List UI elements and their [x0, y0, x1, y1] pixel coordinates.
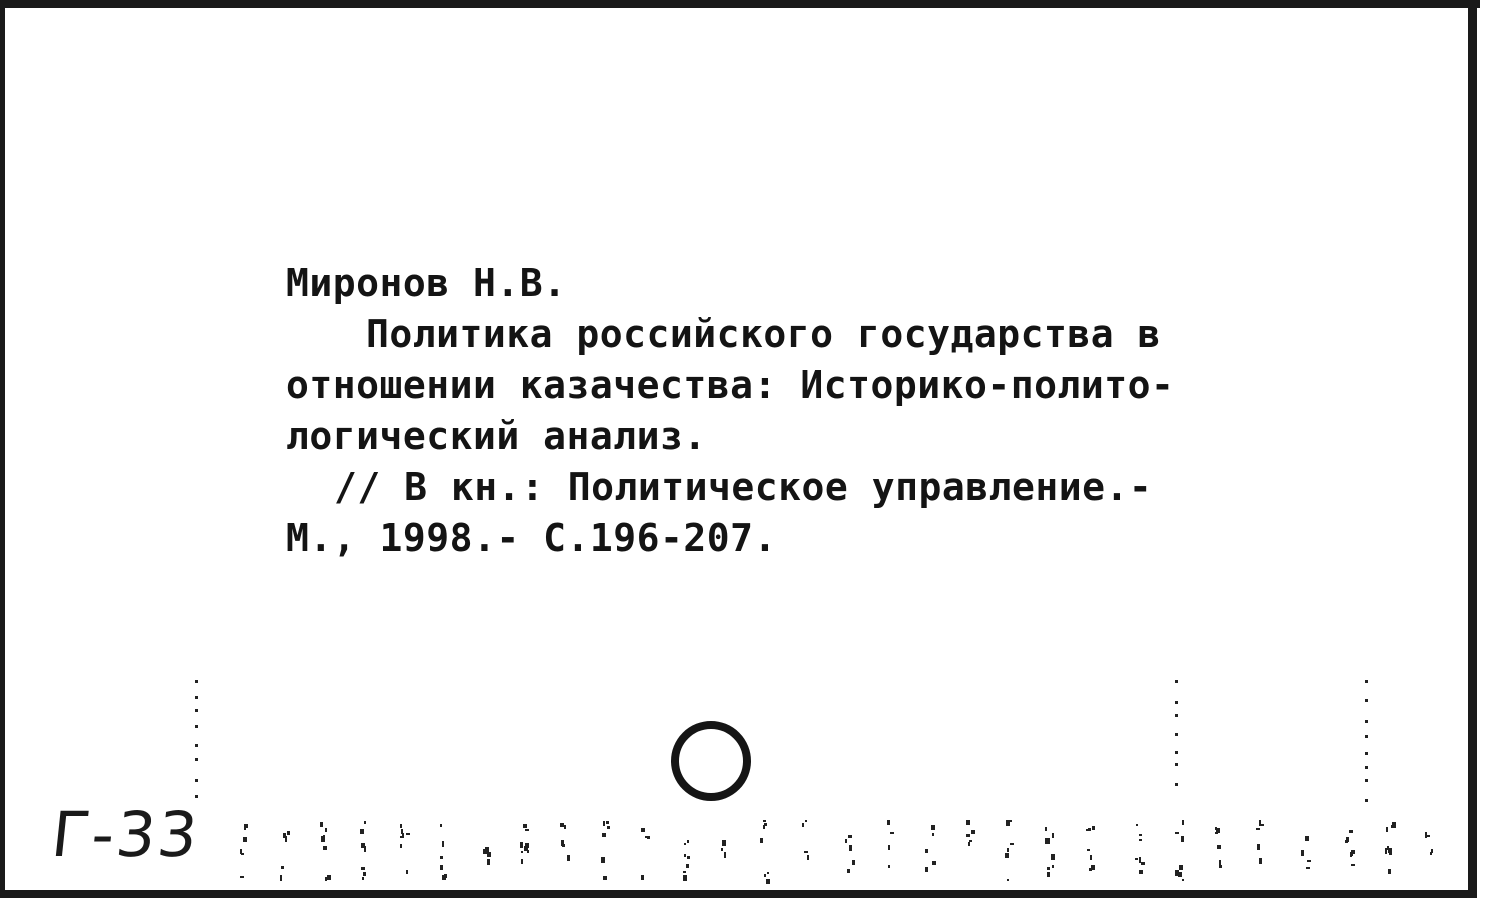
notch-speck	[971, 830, 975, 834]
notch-speck	[766, 879, 770, 884]
notch-speck	[684, 854, 686, 857]
notch-speck	[807, 855, 809, 860]
notch-speck	[1385, 848, 1387, 854]
notch-speck	[1350, 852, 1352, 857]
notch-speck	[280, 875, 282, 881]
notch-speck	[760, 838, 763, 843]
notch-speck	[527, 850, 529, 853]
notch-speck	[888, 865, 890, 868]
notch-speck	[521, 859, 523, 864]
notch-speck	[521, 851, 523, 853]
shelfmark-handwritten: Г-33	[48, 798, 203, 871]
notch-speck	[440, 856, 443, 859]
notch-speck	[1139, 839, 1142, 841]
notch-speck	[686, 864, 689, 868]
notch-speck	[1306, 867, 1310, 869]
notch-speck	[1365, 752, 1368, 755]
notch-speck	[1365, 699, 1368, 702]
card-border-right	[1468, 4, 1477, 898]
notch-speck	[805, 820, 807, 822]
notch-speck	[195, 779, 198, 782]
notch-speck	[1430, 852, 1432, 855]
notch-speck	[1301, 850, 1304, 856]
notch-speck	[1427, 835, 1430, 837]
notch-speck	[321, 836, 325, 842]
notch-speck	[1351, 864, 1355, 866]
notch-speck	[852, 860, 855, 865]
notch-speck	[1045, 838, 1047, 844]
notch-speck	[195, 744, 198, 747]
notch-speck	[1179, 865, 1183, 870]
notch-speck	[363, 872, 366, 876]
notch-speck	[1087, 849, 1090, 851]
notch-speck	[845, 839, 847, 843]
notch-speck	[645, 836, 648, 838]
notch-speck	[1175, 751, 1178, 754]
notch-speck	[195, 758, 198, 761]
title-line-2: отношении казачества: Историко-полито-	[286, 363, 1175, 407]
notch-speck	[1092, 826, 1095, 830]
notch-speck	[281, 866, 284, 869]
notch-speck	[406, 833, 410, 835]
notch-speck	[1047, 867, 1050, 870]
bibliographic-entry	[286, 258, 1226, 564]
notch-speck	[1365, 735, 1368, 738]
notch-speck	[641, 875, 644, 880]
notch-speck	[1051, 854, 1055, 860]
notch-speck	[683, 875, 687, 881]
notch-speck	[1175, 832, 1179, 834]
notch-speck	[1139, 870, 1143, 874]
notch-speck	[932, 861, 936, 865]
notch-speck	[1215, 827, 1217, 830]
notch-speck	[1139, 834, 1142, 836]
notch-speck	[562, 844, 565, 847]
notch-speck	[966, 834, 970, 837]
notch-speck	[244, 824, 248, 828]
notch-speck	[1365, 779, 1368, 782]
notch-speck	[1349, 830, 1353, 833]
notch-speck	[601, 857, 605, 863]
notch-speck	[567, 855, 570, 861]
notch-speck	[687, 840, 689, 843]
notch-speck	[325, 828, 327, 832]
notch-speck	[724, 854, 726, 858]
notch-speck	[1261, 824, 1264, 826]
notch-speck	[440, 865, 443, 870]
notch-speck	[603, 876, 607, 880]
notch-speck	[1365, 766, 1368, 769]
notch-speck	[442, 841, 444, 847]
author-line: Миронов Н.В.	[286, 261, 567, 305]
notch-speck	[243, 837, 247, 842]
card-border-bottom	[0, 890, 1477, 898]
notch-speck	[1047, 872, 1050, 877]
notch-speck	[1259, 858, 1262, 864]
notch-speck	[722, 840, 726, 846]
notch-speck	[1425, 832, 1427, 838]
notch-speck	[932, 833, 934, 836]
notch-speck	[283, 834, 286, 838]
notch-speck	[320, 822, 323, 827]
notch-speck	[1217, 845, 1221, 849]
notch-speck	[1388, 869, 1391, 874]
notch-speck	[804, 851, 808, 853]
notch-speck	[1175, 714, 1178, 717]
notch-speck	[848, 835, 852, 838]
notch-speck	[1090, 855, 1092, 860]
notch-speck	[1182, 820, 1184, 825]
notch-speck	[487, 852, 491, 857]
notch-speck	[925, 849, 928, 853]
notch-speck	[520, 842, 523, 848]
notch-speck	[1175, 701, 1178, 704]
notch-speck	[560, 823, 564, 827]
notch-speck	[966, 820, 970, 825]
notch-speck	[1175, 680, 1178, 683]
notch-speck	[931, 825, 935, 830]
notch-speck	[1175, 733, 1178, 736]
notch-speck	[195, 725, 198, 728]
notch-speck	[849, 845, 852, 851]
notch-speck	[400, 844, 402, 848]
notch-speck	[1386, 827, 1388, 832]
notch-speck	[240, 876, 244, 878]
notch-speck	[1005, 853, 1009, 858]
notch-speck	[400, 824, 402, 828]
notch-speck	[683, 871, 686, 873]
notch-speck	[1052, 865, 1054, 868]
notch-speck	[802, 824, 804, 826]
notch-speck	[763, 820, 766, 822]
notch-speck	[487, 859, 490, 865]
notch-speck	[641, 828, 645, 832]
notch-speck	[401, 829, 403, 834]
notch-speck	[361, 867, 365, 870]
notch-speck	[1257, 844, 1260, 850]
notch-speck	[603, 821, 605, 826]
notch-speck	[1389, 852, 1392, 855]
notch-speck	[764, 823, 767, 826]
notch-speck	[1091, 865, 1095, 870]
notch-speck	[1181, 836, 1184, 842]
notch-speck	[1365, 680, 1368, 683]
notch-speck	[1175, 763, 1178, 766]
notch-speck	[888, 845, 890, 850]
notch-speck	[1045, 827, 1047, 831]
notch-speck	[564, 825, 566, 829]
notch-speck	[525, 829, 529, 831]
notch-speck	[1182, 879, 1184, 881]
notch-speck	[1175, 870, 1179, 876]
notch-speck	[1256, 828, 1260, 830]
notch-speck	[406, 870, 408, 874]
notch-speck	[364, 821, 366, 824]
notch-speck	[1007, 848, 1009, 852]
notch-speck	[1135, 858, 1138, 860]
notch-speck	[1141, 862, 1145, 865]
notch-speck	[444, 874, 447, 878]
title-line-3: логический анализ.	[286, 414, 707, 458]
notch-speck	[1365, 720, 1368, 723]
notch-speck	[968, 842, 970, 846]
notch-speck	[721, 848, 723, 851]
notch-speck	[360, 829, 364, 834]
notch-speck	[767, 872, 769, 874]
notch-speck	[687, 856, 690, 859]
notch-speck	[327, 875, 331, 880]
notch-speck	[1391, 825, 1393, 828]
notch-speck	[195, 709, 198, 712]
title-line-1: Политика российского государства в	[366, 312, 1161, 356]
notch-speck	[1215, 832, 1218, 834]
notch-speck	[1010, 820, 1012, 822]
notch-speck	[362, 877, 364, 880]
card-border-top	[0, 0, 1480, 8]
notch-speck	[764, 874, 766, 877]
notch-speck	[1136, 824, 1138, 826]
notch-speck	[195, 680, 198, 683]
notch-speck	[195, 696, 198, 699]
notch-speck	[1052, 833, 1054, 838]
notch-speck	[1307, 860, 1311, 862]
notch-speck	[523, 824, 527, 828]
notch-speck	[287, 831, 290, 835]
notch-speck	[1219, 865, 1222, 868]
notch-speck	[241, 853, 244, 855]
notch-speck	[925, 867, 928, 872]
notch-speck	[602, 833, 606, 837]
notch-speck	[606, 821, 609, 824]
notch-speck	[1088, 828, 1091, 831]
notch-speck	[364, 846, 366, 852]
notch-speck	[887, 820, 890, 825]
notch-speck	[1305, 836, 1309, 841]
notch-speck	[1346, 837, 1349, 842]
notch-speck	[684, 843, 686, 845]
source-line-1: // В кн.: Политическое управление.-	[334, 465, 1153, 509]
notch-speck	[1010, 843, 1014, 845]
edge-notch-marks	[0, 680, 1468, 890]
notch-speck	[1365, 799, 1368, 802]
notch-speck	[195, 795, 198, 798]
notch-speck	[1175, 783, 1178, 786]
notch-speck	[323, 846, 327, 850]
notch-speck	[890, 832, 894, 834]
notch-speck	[607, 826, 610, 829]
notch-speck	[1007, 879, 1009, 881]
source-line-2: М., 1998.- С.196-207.	[286, 516, 777, 560]
notch-speck	[1086, 829, 1088, 831]
notch-speck	[440, 824, 442, 827]
notch-speck	[847, 869, 850, 873]
